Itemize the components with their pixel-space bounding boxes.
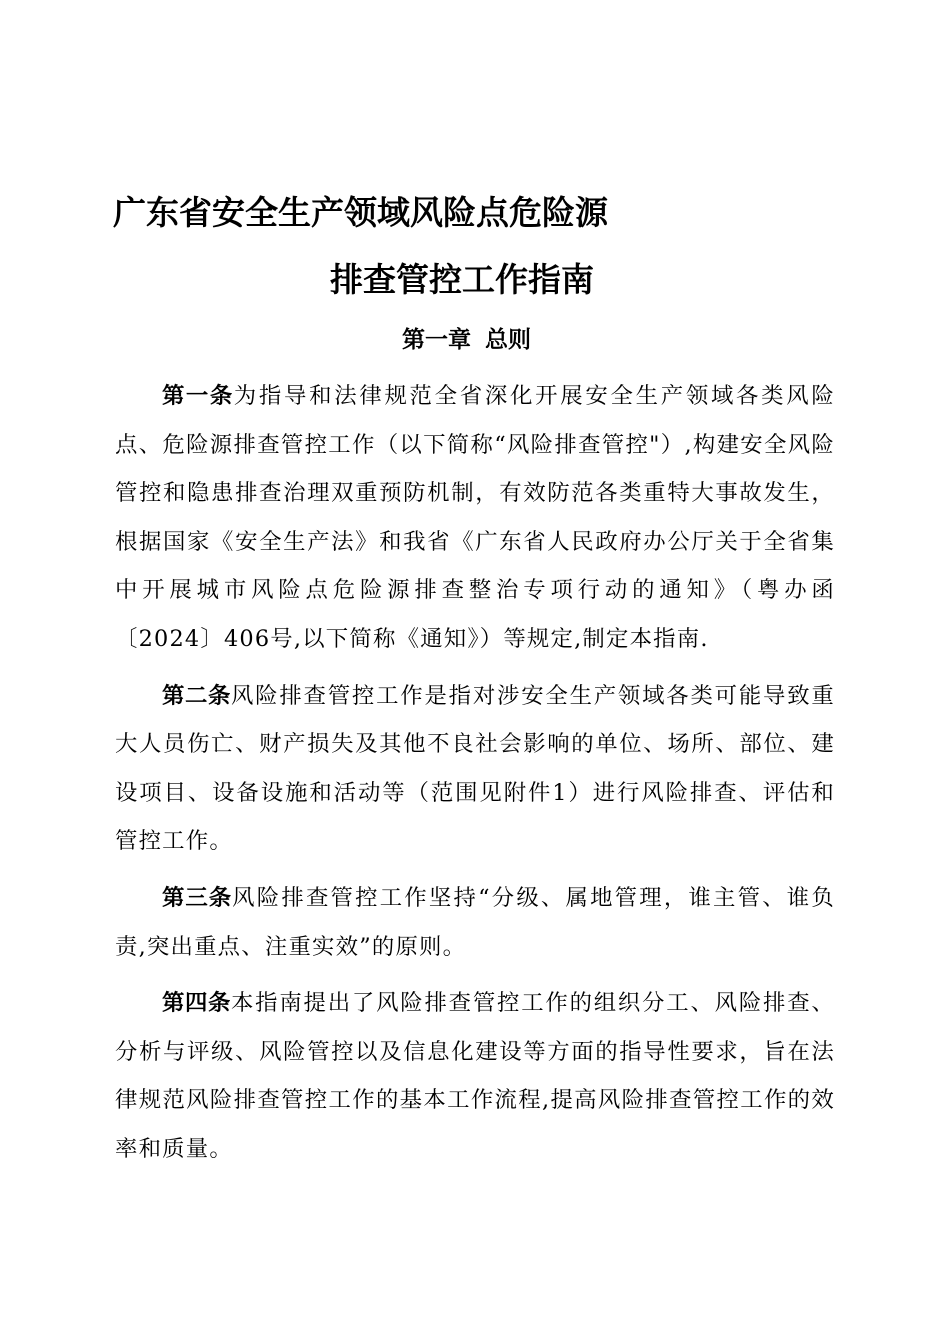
article-4 bbox=[115, 979, 835, 1173]
chapter-title: 总则 bbox=[485, 327, 531, 353]
article-heading: 第四条 bbox=[162, 990, 231, 1017]
article-text: 风险排查管控工作坚持“分级、属地管理，谁主管、谁负责,突出重点、注重实效”的原则。 bbox=[115, 884, 835, 960]
article-heading: 第二条 bbox=[162, 682, 231, 709]
article-heading: 第一条 bbox=[162, 383, 234, 409]
article-heading: 第三条 bbox=[162, 884, 233, 911]
article-3 bbox=[115, 874, 835, 971]
article-2 bbox=[115, 672, 835, 866]
article-text: 为指导和法律规范全省深化开展安全生产领域各类风险点、危险源排查管控工作（以下简称“风险排查管控"）,构建安全风险管控和隐患排查治理双重预防机制，有效防范各类重特大事故发生，根据国家《安全生产法》和我省《广东省人民政府办公厅关于全省集中开展城市风险点危险源排查整治专项行动的通知》（粤办函〔2024〕406号,以下简称《通知》）等规定,制定本指南. bbox=[115, 383, 835, 652]
article-text: 本指南提出了风险排查管控工作的组织分工、风险排查、分析与评级、风险管控以及信息化建设等方面的指导性要求，旨在法律规范风险排查管控工作的基本工作流程,提高风险排查管控工作的效率和质量。 bbox=[115, 990, 836, 1162]
document-title-line-1: 广东省安全生产领域风险点危险源 bbox=[113, 193, 608, 232]
article-text: 风险排查管控工作是指对涉安全生产领域各类可能导致重大人员伤亡、财产损失及其他不良社会影响的单位、场所、部位、建设项目、设备设施和活动等（范围见附件1）进行风险排查、评估和管控工作。 bbox=[115, 682, 836, 855]
chapter-number: 第一章 bbox=[402, 327, 471, 353]
chapter-heading bbox=[402, 329, 531, 352]
document-body bbox=[115, 372, 835, 1182]
document-title-line-2: 排查管控工作指南 bbox=[330, 260, 594, 299]
article-1 bbox=[115, 372, 835, 664]
